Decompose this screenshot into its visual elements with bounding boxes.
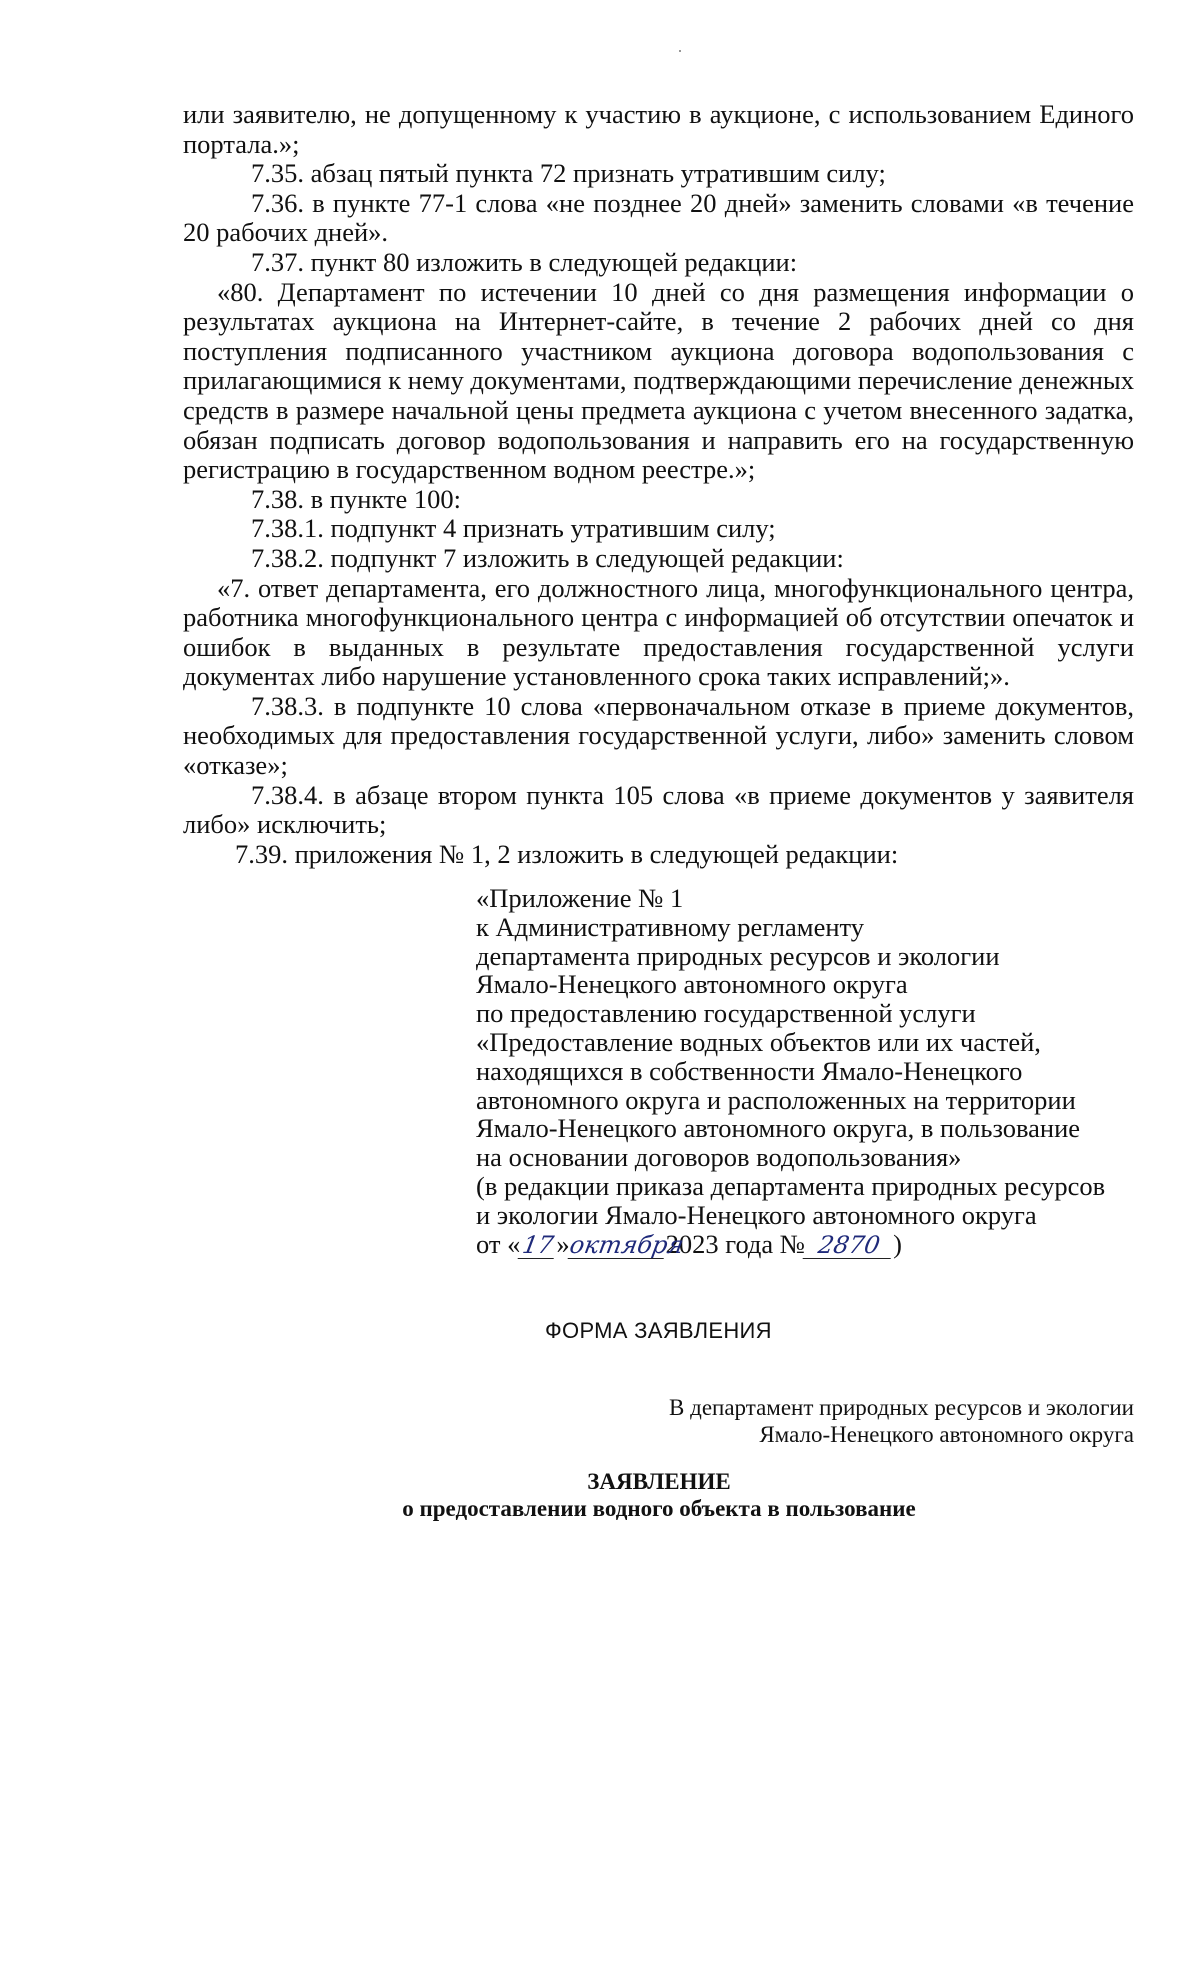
statement-heading	[0, 1468, 1200, 1522]
date-prefix: от «	[476, 1228, 521, 1259]
paragraph-7-37: 7.37. пункт 80 изложить в следующей редакции:	[251, 246, 798, 277]
appendix-line: «Предоставление водных объектов или их частей,	[476, 1026, 1041, 1057]
form-title: ФОРМА ЗАЯВЛЕНИЯ	[545, 1318, 772, 1343]
appendix-line: Ямало-Ненецкого автономного округа	[476, 969, 908, 1000]
appendix-line: «Приложение № 1	[476, 883, 684, 913]
addressee-line: В департамент природных ресурсов и экологии	[669, 1395, 1134, 1420]
addressee-line: Ямало-Ненецкого автономного округа	[759, 1422, 1134, 1447]
paragraph-7-38-4: 7.38.4. в абзаце втором пункта 105 слова «в приеме документов у заявителя либо» исключить;	[183, 779, 1134, 840]
appendix-line: на основании договоров водопользования»	[476, 1142, 962, 1173]
appendix-line: находящихся в собственности Ямало-Ненецкого	[476, 1055, 1023, 1086]
paragraph-7-39: 7.39. приложения № 1, 2 изложить в следующей редакции:	[235, 838, 899, 869]
paragraph-80-quote: «80. Департамент по истечении 10 дней со дня размещения информации о результатах аукциона на Интернет-сайте, в течение 2 рабочих дней со дня поступления подписанного участником аукциона договора водопользования с прилагающимися к нему документами, подтверждающими перечисление денежных средств в размере начальной цены предмета аукциона с учетом внесенного задатка, обязан подписать договор водопользования и направить его на государственную регистрацию в государственном водном реестре.»;	[183, 276, 1134, 485]
paragraph-7-36: 7.36. в пункте 77-1 слова «не позднее 20 дней» заменить словами «в течение 20 рабочих дней».	[183, 187, 1134, 248]
handwritten-order-number: 2870	[803, 1232, 896, 1259]
handwritten-day: 17	[518, 1232, 559, 1259]
statement-subtitle: о предоставлении водного объекта в пользование	[402, 1496, 916, 1521]
statement-title: ЗАЯВЛЕНИЕ	[587, 1469, 731, 1494]
appendix-line: и экологии Ямало-Ненецкого автономного округа	[476, 1199, 1037, 1230]
scan-speck	[679, 50, 681, 52]
paragraph-7-38-1: 7.38.1. подпункт 4 признать утратившим силу;	[251, 513, 776, 544]
paragraph-7-38-2: 7.38.2. подпункт 7 изложить в следующей редакции:	[251, 542, 844, 573]
order-date-line	[476, 1230, 1156, 1259]
paragraph-7-quote: «7. ответ департамента, его должностного лица, многофункционального центра, работника многофункционального центра с информацией об отсутствии опечаток и ошибок в выданных в результате предоставления государственной услуги документах либо нарушение установленного срока таких исправлений;».	[183, 572, 1134, 692]
date-suffix: )	[893, 1228, 902, 1259]
amendments-text	[183, 100, 1134, 869]
appendix-line: Ямало-Ненецкого автономного округа, в пользование	[476, 1113, 1081, 1144]
appendix-header	[476, 884, 1156, 1259]
paragraph-7-35: 7.35. абзац пятый пункта 72 признать утратившим силу;	[251, 158, 886, 189]
handwritten-month: октября	[567, 1230, 686, 1259]
date-year: 2023 года №	[665, 1228, 806, 1259]
paragraph-7-38: 7.38. в пункте 100:	[251, 483, 461, 514]
paragraph-continuation: или заявителю, не допущенному к участию в аукционе, с использованием Единого портала.»;	[183, 99, 1134, 159]
appendix-line: (в редакции приказа департамента природных ресурсов	[476, 1170, 1106, 1201]
date-quote-close: »	[556, 1228, 570, 1259]
paragraph-7-38-3: 7.38.3. в подпункте 10 слова «первоначальном отказе в приеме документов, необходимых для предоставления государственной услуги, либо» заменить словом «отказе»;	[183, 690, 1134, 781]
appendix-line: автономного округа и расположенных на территории	[476, 1084, 1076, 1115]
appendix-line: к Административному регламенту	[476, 911, 864, 942]
appendix-line: департамента природных ресурсов и экологии	[476, 940, 1000, 971]
addressee-block	[534, 1394, 1134, 1448]
appendix-line: по предоставлению государственной услуги	[476, 998, 976, 1029]
